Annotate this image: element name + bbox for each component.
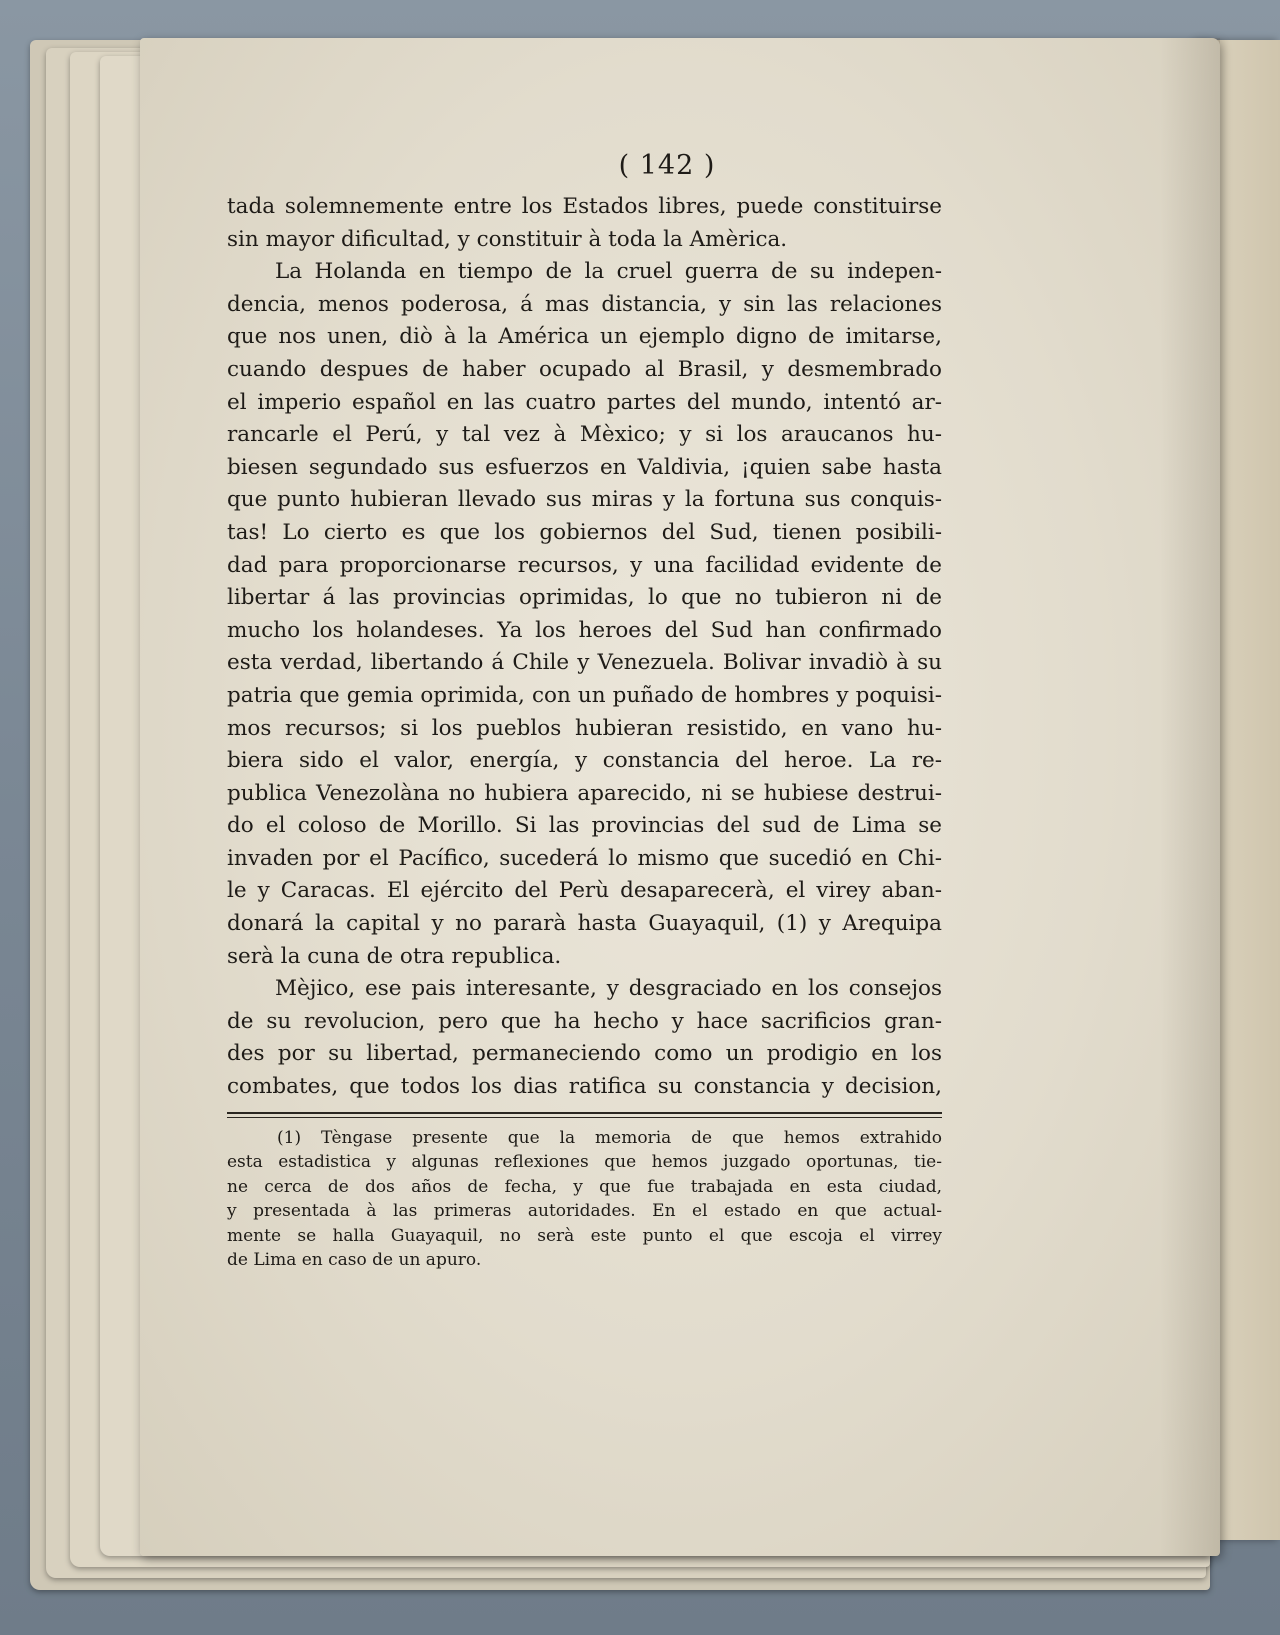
footnote-line: esta estadistica y algunas reflexiones que hemos juzgado oportunas, tie-	[227, 1152, 942, 1173]
body-line: que nos unen, diò à la América un ejemplo digno de imitarse,	[227, 324, 942, 350]
body-line: biesen segundado sus esfuerzos en Valdivia, ¡quien sabe hasta	[227, 454, 942, 480]
body-line: mos recursos; si los pueblos hubieran resistido, en vano hu-	[227, 715, 942, 741]
footnote	[227, 1126, 1077, 1273]
body-line: esta verdad, libertando á Chile y Venezuela. Bolivar invadiò à su	[227, 650, 942, 676]
body-line: rancarle el Perú, y tal vez à Mèxico; y si los araucanos hu-	[227, 422, 942, 448]
gutter-shadow	[1160, 38, 1220, 1556]
footnote-line: (1) Tèngase presente que la memoria de que hemos extrahido	[277, 1127, 942, 1148]
page-number: ( 142 )	[618, 150, 716, 181]
body-line: combates, que todos los dias ratifica su constancia y decision,	[227, 1074, 942, 1100]
body-line: serà la cuna de otra republica.	[227, 943, 562, 969]
body-line: mucho los holandeses. Ya los heroes del Sud han confirmado	[227, 617, 942, 643]
body-line: do el coloso de Morillo. Si las provincias del sud de Lima se	[227, 813, 942, 839]
body-line: le y Caracas. El ejército del Perù desaparecerà, el virey aban-	[227, 878, 942, 904]
body-line: libertar á las provincias oprimidas, lo que no tubieron ni de	[227, 585, 942, 611]
body-line: dad para proporcionarse recursos, y una facilidad evidente de	[227, 552, 942, 578]
footnote-rule	[227, 1112, 942, 1118]
body-line: el imperio español en las cuatro partes del mundo, intentó ar-	[227, 389, 942, 415]
body-line: Mèjico, ese pais interesante, y desgraciado en los consejos	[275, 976, 942, 1002]
body-line: invaden por el Pacífico, sucederá lo mismo que sucedió en Chi-	[227, 845, 942, 871]
body-text	[227, 191, 1077, 1104]
body-line: que punto hubieran llevado sus miras y la fortuna sus conquis-	[227, 487, 942, 513]
footnote-line: mente se halla Guayaquil, no serà este punto el que escoja el virrey	[227, 1225, 942, 1246]
body-line: des por su libertad, permaneciendo como un prodigio en los	[227, 1041, 942, 1067]
body-line: sin mayor dificultad, y constituir à toda la Amèrica.	[227, 226, 788, 252]
body-line: patria que gemia oprimida, con un puñado de hombres y poquisi-	[227, 682, 942, 708]
page-text	[227, 150, 1077, 1273]
body-line: cuando despues de haber ocupado al Brasil, y desmembrado	[227, 356, 942, 382]
body-line: publica Venezolàna no hubiera aparecido, ni se hubiese destrui-	[227, 780, 942, 806]
body-line: La Holanda en tiempo de la cruel guerra de su indepen-	[275, 259, 942, 285]
body-line: de su revolucion, pero que ha hecho y hace sacrificios gran-	[227, 1008, 942, 1034]
body-line: biera sido el valor, energía, y constancia del heroe. La re-	[227, 748, 942, 774]
body-line: donará la capital y no pararà hasta Guayaquil, (1) y Arequipa	[227, 911, 942, 937]
footnote-line: y presentada à las primeras autoridades. En el estado en que actual-	[227, 1201, 942, 1222]
body-line: dencia, menos poderosa, á mas distancia, y sin las relaciones	[227, 291, 942, 317]
body-line: tada solemnemente entre los Estados libres, puede constituirse	[227, 194, 942, 219]
footnote-line: ne cerca de dos años de fecha, y que fue trabajada en esta ciudad,	[227, 1176, 942, 1197]
body-line: tas! Lo cierto es que los gobiernos del Sud, tienen posibili-	[227, 519, 942, 545]
footnote-line: de Lima en caso de un apuro.	[227, 1250, 482, 1271]
